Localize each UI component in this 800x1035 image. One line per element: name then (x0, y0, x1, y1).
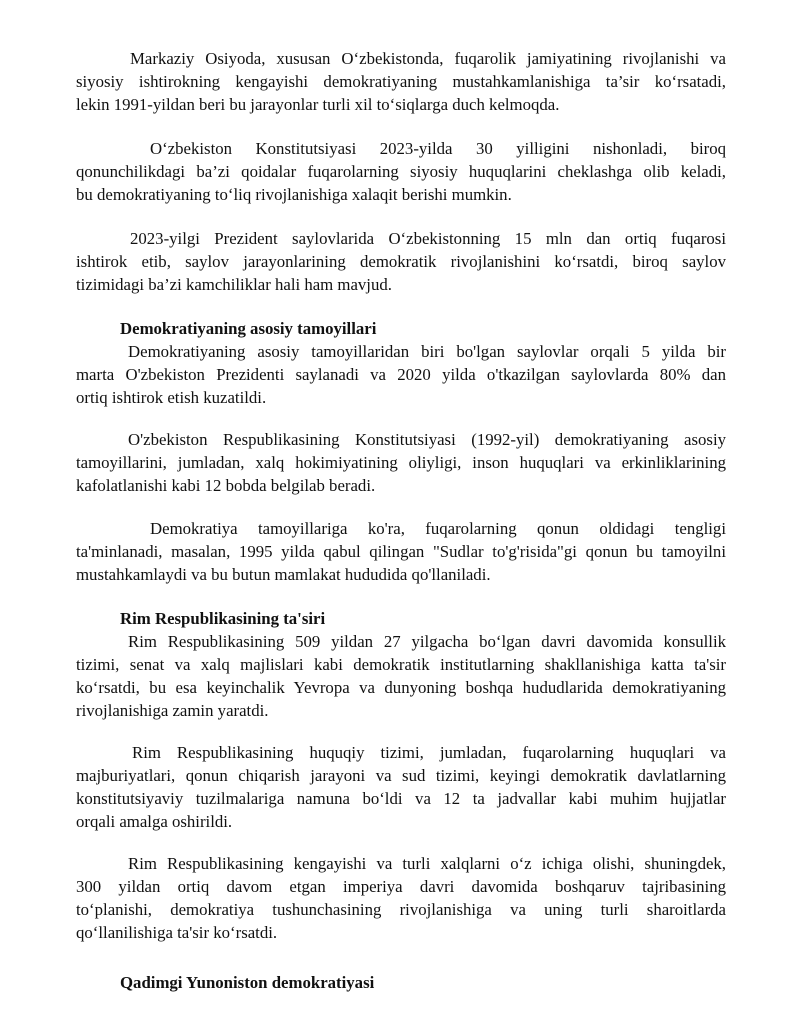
section-heading: Rim Respublikasining ta'siri (120, 609, 326, 628)
text-line: ishtirok etib, saylov jarayonlarining demokratik rivojlanishini ko‘rsatdi, biroq saylov (76, 252, 726, 271)
text-line: Rim Respublikasining kengayishi va turli xalqlarni o‘z ichiga olishi, shuningdek, (128, 854, 726, 873)
text-line: konstitutsiyaviy tuzilmalariga namuna bo‘ldi va 12 ta jadvallar kabi muhim hujjatlar (76, 789, 726, 808)
text-line: siyosiy ishtirokning kengayishi demokratiyaning mustahkamlanishiga ta’sir ko‘rsatadi, (76, 72, 726, 91)
text-line: 300 yildan ortiq davom etgan imperiya davri davomida boshqaruv tajribasining (76, 877, 726, 896)
text-line: majburiyatlari, qonun chiqarish jarayoni va sud tizimi, keyingi demokratik davlatlarning (76, 766, 726, 785)
text-line: orqali amalga oshirildi. (76, 812, 233, 831)
paragraph (76, 47, 726, 116)
text-line: ta'minlanadi, masalan, 1995 yilda qabul qilingan "Sudlar to'g'risida"gi qonun bu tamoyilni (76, 542, 726, 561)
text-line: bu demokratiyaning to‘liq rivojlanishiga xalaqit berishi mumkin. (76, 185, 512, 204)
text-line: qonunchilikdagi ba’zi qoidalar fuqarolarning siyosiy huquqlarini cheklashga olib keladi, (76, 162, 726, 181)
text-line: rivojlanishiga zamin yaratdi. (76, 701, 269, 720)
paragraph (76, 741, 726, 833)
paragraph (76, 428, 726, 497)
section (76, 317, 726, 409)
text-line: Rim Respublikasining huquqiy tizimi, jumladan, fuqarolarning huquqlari va (132, 743, 726, 762)
text-line: lekin 1991-yildan beri bu jarayonlar turli xil to‘siqlarga duch kelmoqda. (76, 95, 560, 114)
text-line: ko‘rsatdi, bu esa keyinchalik Yevropa va dunyoning boshqa hududlarida demokratiyaning (76, 678, 726, 697)
text-line: kafolatlanishi kabi 12 bobda belgilab beradi. (76, 476, 376, 495)
text-line: Markaziy Osiyoda, xususan O‘zbekistonda, fuqarolik jamiyatining rivojlanishi va (130, 49, 726, 68)
text-line: marta O'zbekiston Prezidenti saylanadi va 2020 yilda o'tkazilgan saylovlarda 80% dan (76, 365, 726, 384)
text-line: tizimidagi ba’zi kamchiliklar hali ham mavjud. (76, 275, 392, 294)
text-line: ortiq ishtirok etish kuzatildi. (76, 388, 267, 407)
paragraph (76, 137, 726, 206)
text-line: O'zbekiston Respublikasining Konstitutsiyasi (1992-yil) demokratiyaning asosiy (128, 430, 726, 449)
section (76, 971, 726, 994)
text-line: mustahkamlaydi va bu butun mamlakat hududida qo'llaniladi. (76, 565, 491, 584)
text-line: tamoyillarini, jumladan, xalq hokimiyatining oliyligi, inson huquqlari va erkinliklarining (76, 453, 726, 472)
section-heading: Qadimgi Yunoniston demokratiyasi (120, 973, 375, 992)
text-line: to‘planishi, demokratiya tushunchasining rivojlanishiga va uning turli sharoitlarda (76, 900, 726, 919)
text-line: tizimi, senat va xalq majlislari kabi demokratik institutlarning shakllanishiga katta ta'sir (76, 655, 726, 674)
text-line: Demokratiyaning asosiy tamoyillaridan biri bo'lgan saylovlar orqali 5 yilda bir (128, 342, 726, 361)
text-line: qo‘llanilishiga ta'sir ko‘rsatdi. (76, 923, 278, 942)
text-line: O‘zbekiston Konstitutsiyasi 2023-yilda 30 yilligini nishonladi, biroq (150, 139, 726, 158)
paragraph (76, 227, 726, 296)
text-line: Demokratiya tamoyillariga ko'ra, fuqarolarning qonun oldidagi tengligi (150, 519, 726, 538)
paragraph (76, 517, 726, 586)
text-line: Rim Respublikasining 509 yildan 27 yilgacha bo‘lgan davri davomida konsullik (128, 632, 726, 651)
section-heading: Demokratiyaning asosiy tamoyillari (120, 319, 377, 338)
section (76, 607, 726, 722)
paragraph (76, 852, 726, 944)
text-line: 2023-yilgi Prezident saylovlarida O‘zbekistonning 15 mln dan ortiq fuqarosi (130, 229, 726, 248)
